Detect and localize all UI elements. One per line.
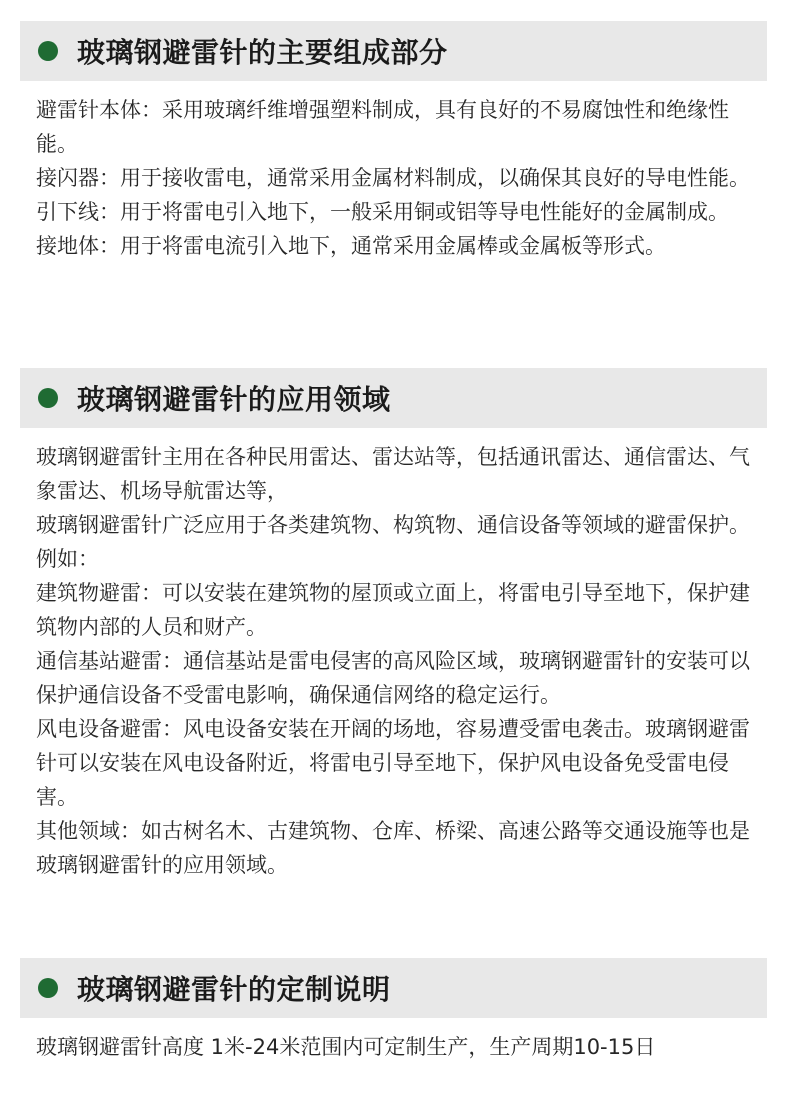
section-header [20,21,767,81]
paragraph: 避雷针本体：采用玻璃纤维增强塑料制成，具有良好的不易腐蚀性和绝缘性能。 [36,98,729,156]
section-title: 玻璃钢避雷针的主要组成部分 [77,36,448,69]
section-title: 玻璃钢避雷针的定制说明 [77,973,391,1006]
paragraph: 引下线：用于将雷电引入地下，一般采用铜或铝等导电性能好的金属制成。 [36,200,729,224]
green-dot-icon [38,388,58,408]
paragraph: 玻璃钢避雷针主用在各种民用雷达、雷达站等，包括通讯雷达、通信雷达、气象雷达、机场导航雷达等， [36,445,750,503]
section-body [20,1018,767,1064]
section-title: 玻璃钢避雷针的应用领域 [77,383,391,416]
paragraph: 其他领域：如古树名木、古建筑物、仓库、桥梁、高速公路等交通设施等也是玻璃钢避雷针的应用领域。 [36,819,750,877]
paragraph: 通信基站避雷：通信基站是雷电侵害的高风险区域，玻璃钢避雷针的安装可以保护通信设备不受雷电影响，确保通信网络的稳定运行。 [36,649,750,707]
paragraph: 玻璃钢避雷针高度 1米-24米范围内可定制生产，生产周期10-15日 [36,1035,656,1059]
section-customization [20,958,767,1064]
section-applications [20,368,767,882]
green-dot-icon [38,41,58,61]
section-body [20,428,767,882]
paragraph: 风电设备避雷：风电设备安装在开阔的场地，容易遭受雷电袭击。玻璃钢避雷针可以安装在风电设备附近，将雷电引导至地下，保护风电设备免受雷电侵害。 [36,717,750,809]
section-body [20,81,767,263]
section-header [20,958,767,1018]
paragraph: 接闪器：用于接收雷电，通常采用金属材料制成，以确保其良好的导电性能。 [36,166,750,190]
paragraph: 例如： [36,547,99,571]
paragraph: 接地体：用于将雷电流引入地下，通常采用金属棒或金属板等形式。 [36,234,666,258]
section-header [20,368,767,428]
paragraph: 玻璃钢避雷针广泛应用于各类建筑物、构筑物、通信设备等领域的避雷保护。 [36,513,750,537]
section-composition [20,21,767,263]
paragraph: 建筑物避雷：可以安装在建筑物的屋顶或立面上，将雷电引导至地下，保护建筑物内部的人员和财产。 [36,581,750,639]
green-dot-icon [38,978,58,998]
